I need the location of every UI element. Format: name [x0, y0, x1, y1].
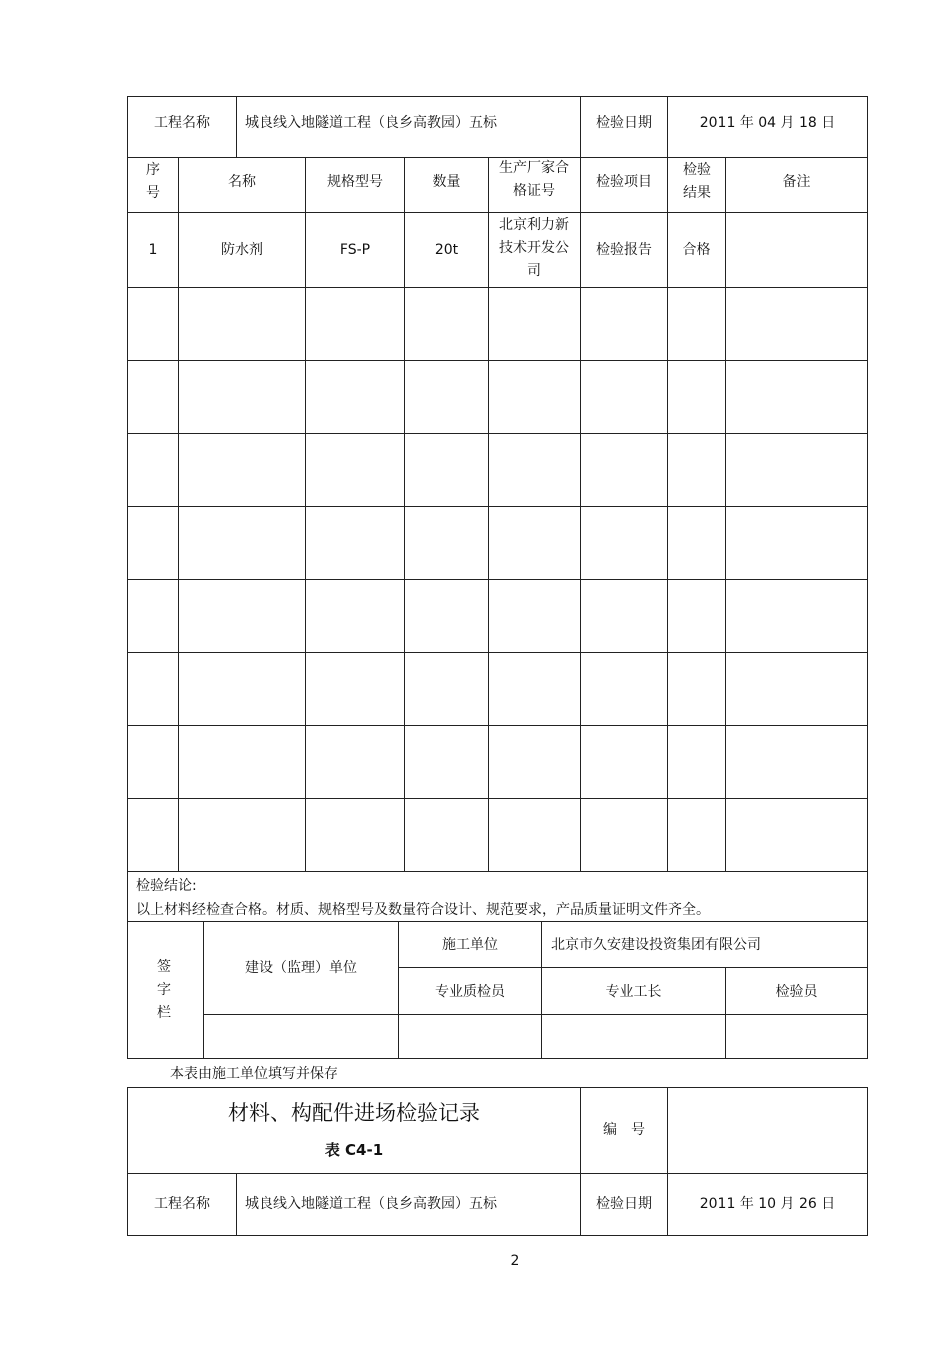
- project-name-label-2: 工程名称: [154, 1196, 210, 1212]
- row1-maker: 北京利力新技术开发公司: [499, 217, 569, 279]
- inspection-date-label-2: 检验日期: [596, 1196, 652, 1212]
- row1-spec: FS-P: [339, 242, 371, 258]
- inspection-date-value: 2011 年 04 月 18 日: [699, 115, 836, 131]
- col-header-remark: 备注: [782, 174, 811, 190]
- qc-inspector-label: 专业质检员: [435, 984, 505, 1000]
- col-header-result: 检验结果: [683, 162, 711, 201]
- project-name-value-2: 城良线入地隧道工程（良乡高教园）五标: [245, 1196, 497, 1212]
- contractor-name: 北京市久安建设投资集团有限公司: [551, 937, 761, 953]
- conclusion-text: 以上材料经检查合格。材质、规格型号及数量符合设计、规范要求，产品质量证明文件齐全。: [136, 902, 710, 918]
- foreman-label: 专业工长: [605, 984, 662, 1000]
- col-header-maker: 生产厂家合格证号: [499, 160, 569, 199]
- row1-seq: 1: [148, 242, 158, 258]
- col-header-qty: 数量: [432, 174, 461, 190]
- col-header-item: 检验项目: [596, 174, 652, 190]
- inspection-date-value-2: 2011 年 10 月 26 日: [699, 1196, 836, 1212]
- row1-name: 防水剂: [221, 242, 263, 258]
- signature-label: 签字栏: [157, 959, 171, 1021]
- col-header-name: 名称: [228, 174, 256, 190]
- project-name-label: 工程名称: [154, 115, 210, 131]
- owner-supervisor-unit: 建设（监理）单位: [245, 960, 357, 976]
- row1-qty: 20t: [434, 242, 459, 258]
- form-code: 表 C4-1: [324, 1141, 384, 1159]
- row1-item: 检验报告: [596, 242, 652, 258]
- project-name-value: 城良线入地隧道工程（良乡高教园）五标: [245, 115, 497, 131]
- conclusion-label: 检验结论:: [136, 878, 197, 894]
- number-label: 编 号: [603, 1122, 645, 1138]
- col-header-spec: 规格型号: [327, 174, 383, 190]
- inspection-date-label: 检验日期: [596, 115, 652, 131]
- inspector-label: 检验员: [775, 984, 818, 1000]
- col-header-seq: 序号: [146, 162, 160, 201]
- record-title: 材料、构配件进场检验记录: [228, 1101, 480, 1125]
- row1-result: 合格: [682, 242, 711, 258]
- footnote: 本表由施工单位填写并保存: [170, 1066, 338, 1082]
- page-number: 2: [510, 1253, 520, 1269]
- contractor-label: 施工单位: [442, 937, 498, 953]
